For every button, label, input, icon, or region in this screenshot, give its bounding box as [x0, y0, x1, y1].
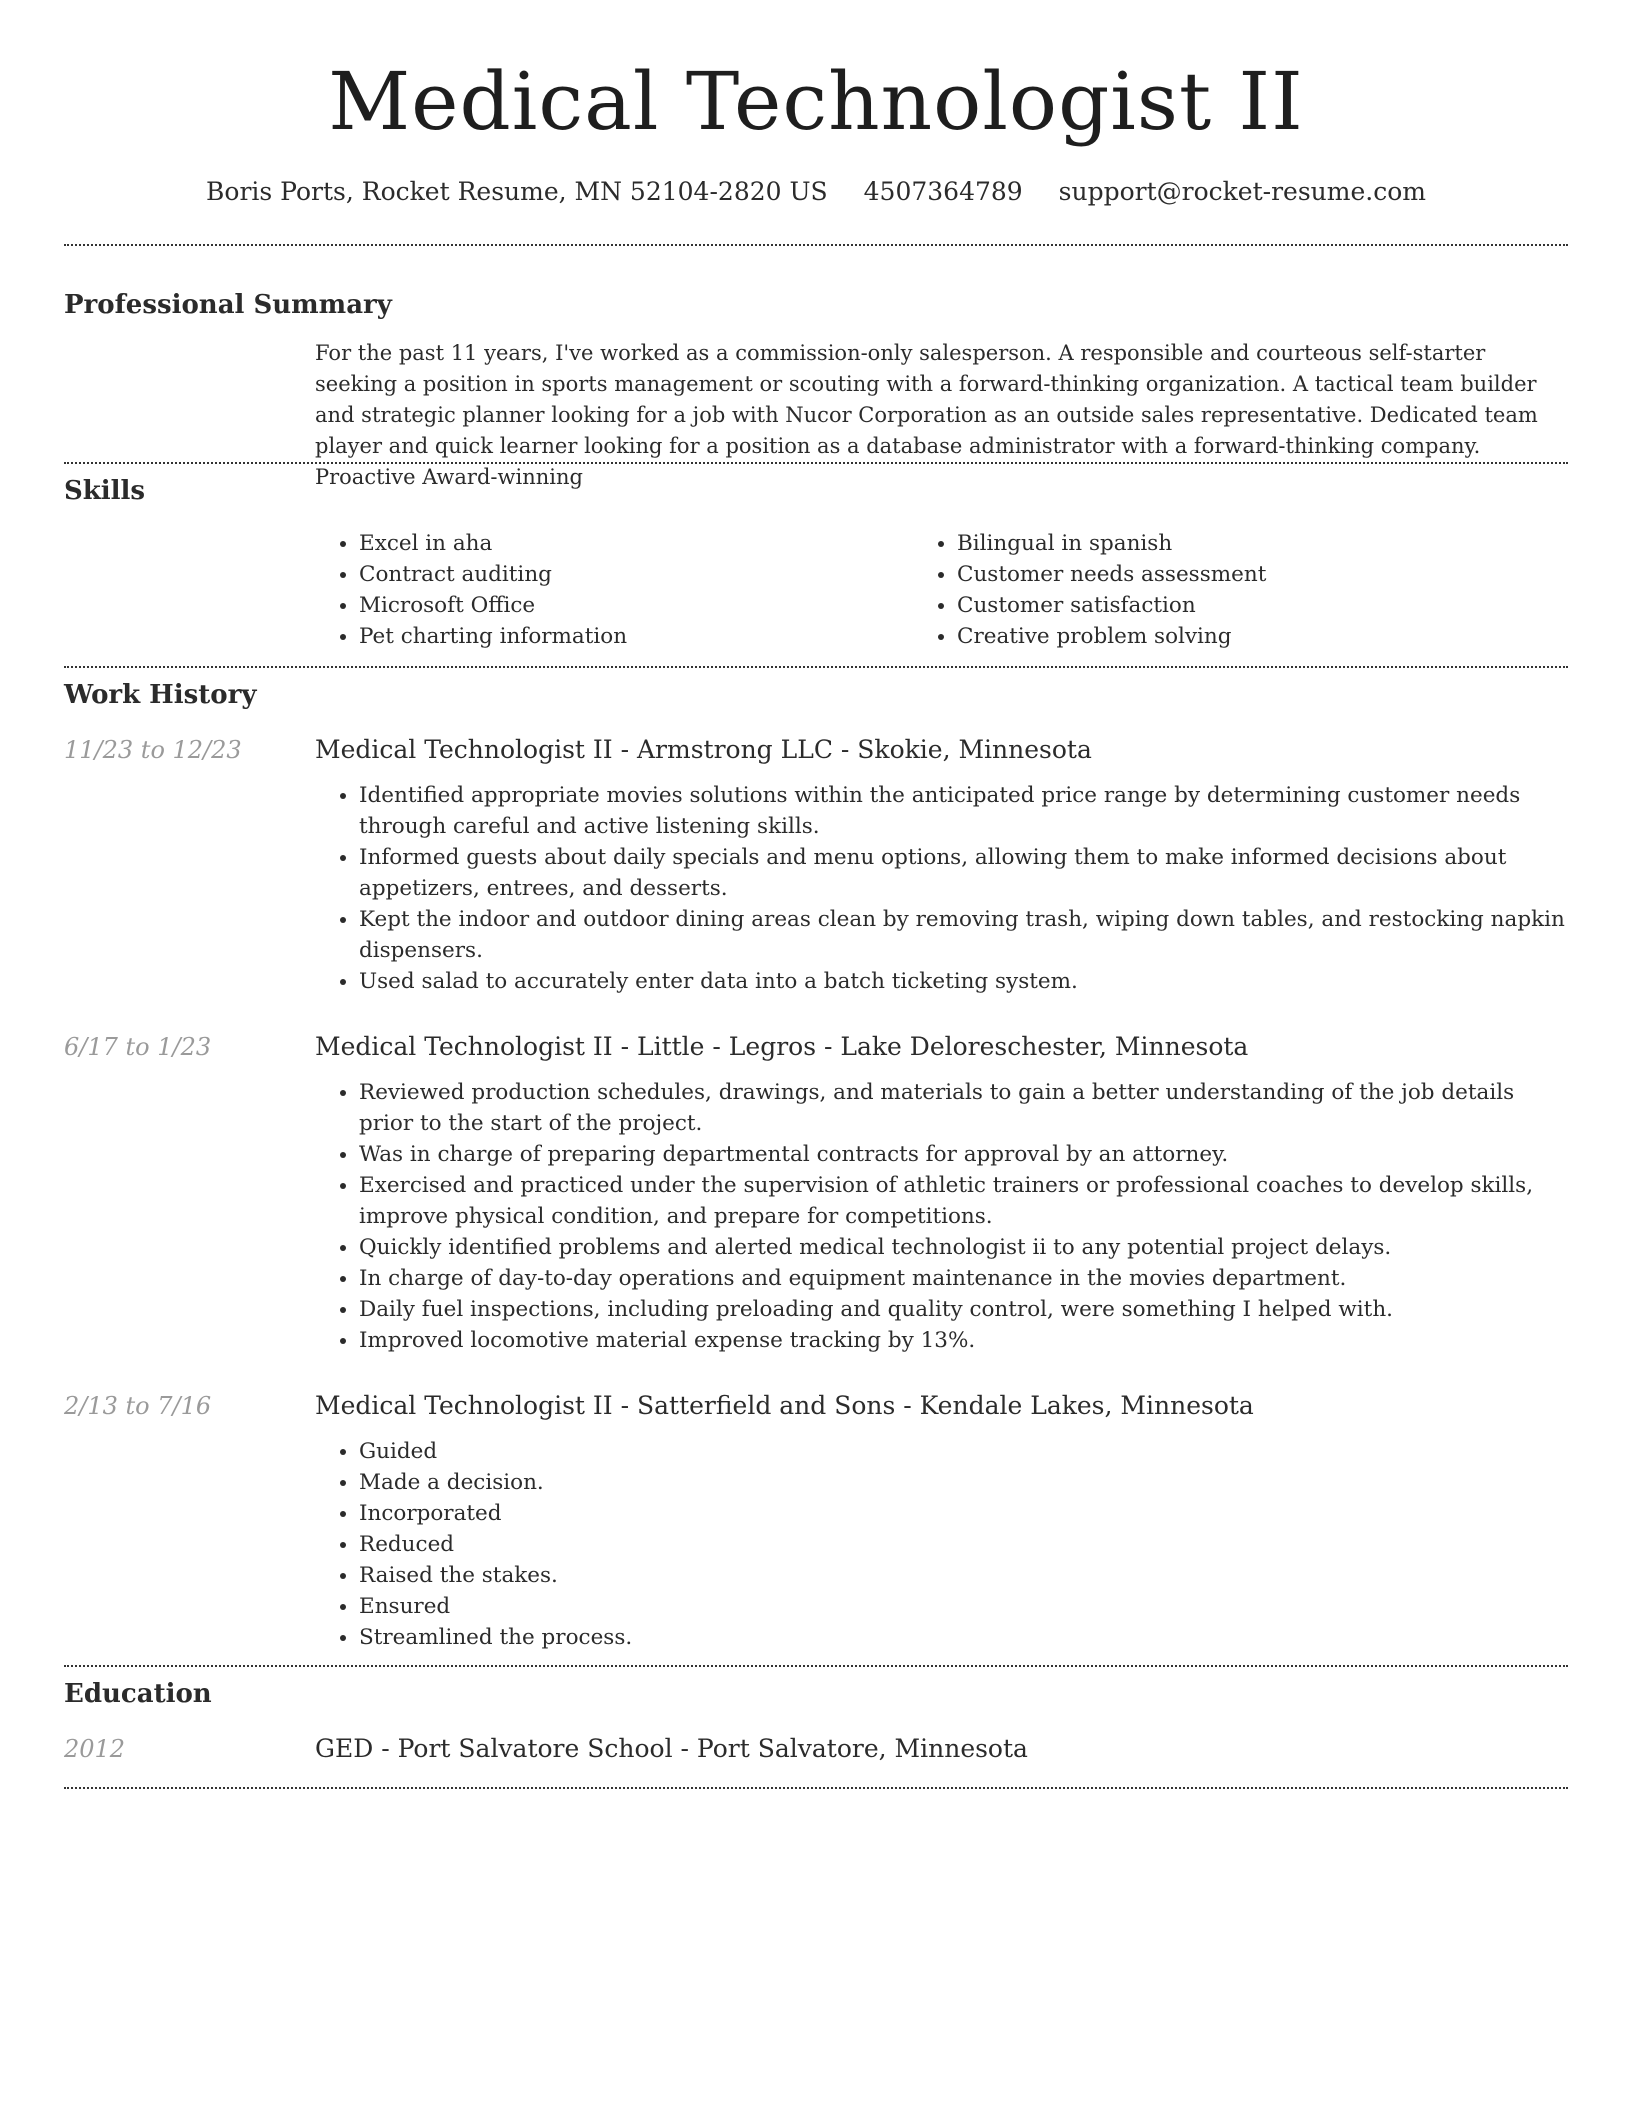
job-bullet: • Quickly identified problems and alerted medical technologist ii to any potential project delays. — [359, 1232, 1568, 1263]
skills-heading: Skills — [64, 476, 146, 506]
skills-list-left — [315, 528, 929, 652]
divider — [64, 1665, 1568, 1667]
contact-phone: 4507364789 — [863, 177, 1023, 206]
skill-item: • Bilingual in spanish — [957, 528, 1527, 559]
job-bullet: • Informed guests about daily specials and menu options, allowing them to make informed decisions about appetizers, entrees, and desserts. — [359, 842, 1568, 904]
job-bullet: • Streamlined the process. — [359, 1622, 1568, 1653]
job-bullets — [315, 1436, 1568, 1653]
skill-item: • Microsoft Office — [359, 590, 929, 621]
contact-line — [64, 176, 1568, 208]
education-section — [64, 1677, 1568, 1765]
skill-item: • Creative problem solving — [957, 621, 1527, 652]
job-bullet: • Incorporated — [359, 1498, 1568, 1529]
skills-list-right — [929, 528, 1527, 652]
education-entry: GED - Port Salvatore School - Port Salvatore, Minnesota — [315, 1734, 1028, 1763]
job-title: Medical Technologist II - Armstrong LLC - Skokie, Minnesota — [315, 735, 1092, 764]
job-entry — [64, 1031, 1568, 1356]
skill-item: • Contract auditing — [359, 559, 929, 590]
job-bullet: • Exercised and practiced under the supervision of athletic trainers or professional coaches to develop skills, improve physical condition, and prepare for competitions. — [359, 1170, 1568, 1232]
job-date: 6/17 to 1/23 — [64, 1033, 212, 1061]
summary-text: For the past 11 years, I've worked as a commission-only salesperson. A responsible and courteous self-starter seeking a position in sports management or scouting with a forward-thinking organization. A tactical team builder and strategic planner looking for a job with Nucor Corporation as an outside sales representative. Dedicated team player and quick learner looking for a position as a database administrator with a forward-thinking company. Proactive Award-winning — [315, 341, 1538, 489]
summary-heading: Professional Summary — [64, 290, 392, 320]
job-bullet: • Kept the indoor and outdoor dining areas clean by removing trash, wiping down tables, and restocking napkin dispensers. — [359, 904, 1568, 966]
job-bullet: • Was in charge of preparing departmental contracts for approval by an attorney. — [359, 1139, 1568, 1170]
job-bullet: • In charge of day-to-day operations and equipment maintenance in the movies department. — [359, 1263, 1568, 1294]
divider — [64, 1787, 1568, 1789]
skill-item: • Customer needs assessment — [957, 559, 1527, 590]
divider — [64, 462, 1568, 464]
job-bullet: • Guided — [359, 1436, 1568, 1467]
job-bullet: • Made a decision. — [359, 1467, 1568, 1498]
job-bullet: • Daily fuel inspections, including preloading and quality control, were something I helped with. — [359, 1294, 1568, 1325]
job-entry — [64, 734, 1568, 997]
job-title: Medical Technologist II - Satterfield and Sons - Kendale Lakes, Minnesota — [315, 1391, 1254, 1420]
job-bullet: • Ensured — [359, 1591, 1568, 1622]
skill-item: • Pet charting information — [359, 621, 929, 652]
job-date: 2/13 to 7/16 — [64, 1392, 212, 1420]
contact-address: Boris Ports, Rocket Resume, MN 52104-2820 US — [206, 177, 828, 206]
job-bullets — [315, 780, 1568, 997]
skill-item: • Customer satisfaction — [957, 590, 1527, 621]
job-date: 11/23 to 12/23 — [64, 736, 242, 764]
divider — [64, 244, 1568, 246]
resume-page — [64, 0, 1568, 1789]
job-bullet: • Reviewed production schedules, drawings, and materials to gain a better understanding of the job details prior to the start of the project. — [359, 1077, 1568, 1139]
resume-title: Medical Technologist II — [328, 55, 1304, 148]
summary-section — [64, 288, 1568, 489]
job-bullet: • Improved locomotive material expense tracking by 13%. — [359, 1325, 1568, 1356]
skills-section — [64, 474, 1568, 652]
job-bullets — [315, 1077, 1568, 1356]
education-date: 2012 — [64, 1735, 126, 1763]
education-heading: Education — [64, 1679, 212, 1709]
job-bullet: • Used salad to accurately enter data into a batch ticketing system. — [359, 966, 1568, 997]
job-bullet: • Reduced — [359, 1529, 1568, 1560]
job-bullet: • Identified appropriate movies solutions within the anticipated price range by determining customer needs through careful and active listening skills. — [359, 780, 1568, 842]
divider — [64, 666, 1568, 668]
job-title: Medical Technologist II - Little - Legros - Lake Deloreschester, Minnesota — [315, 1032, 1249, 1061]
job-entry — [64, 1390, 1568, 1653]
work-history-section — [64, 678, 1568, 1653]
work-history-heading: Work History — [64, 680, 257, 710]
job-bullet: • Raised the stakes. — [359, 1560, 1568, 1591]
skill-item: • Excel in aha — [359, 528, 929, 559]
contact-email: support@rocket-resume.com — [1058, 177, 1426, 206]
